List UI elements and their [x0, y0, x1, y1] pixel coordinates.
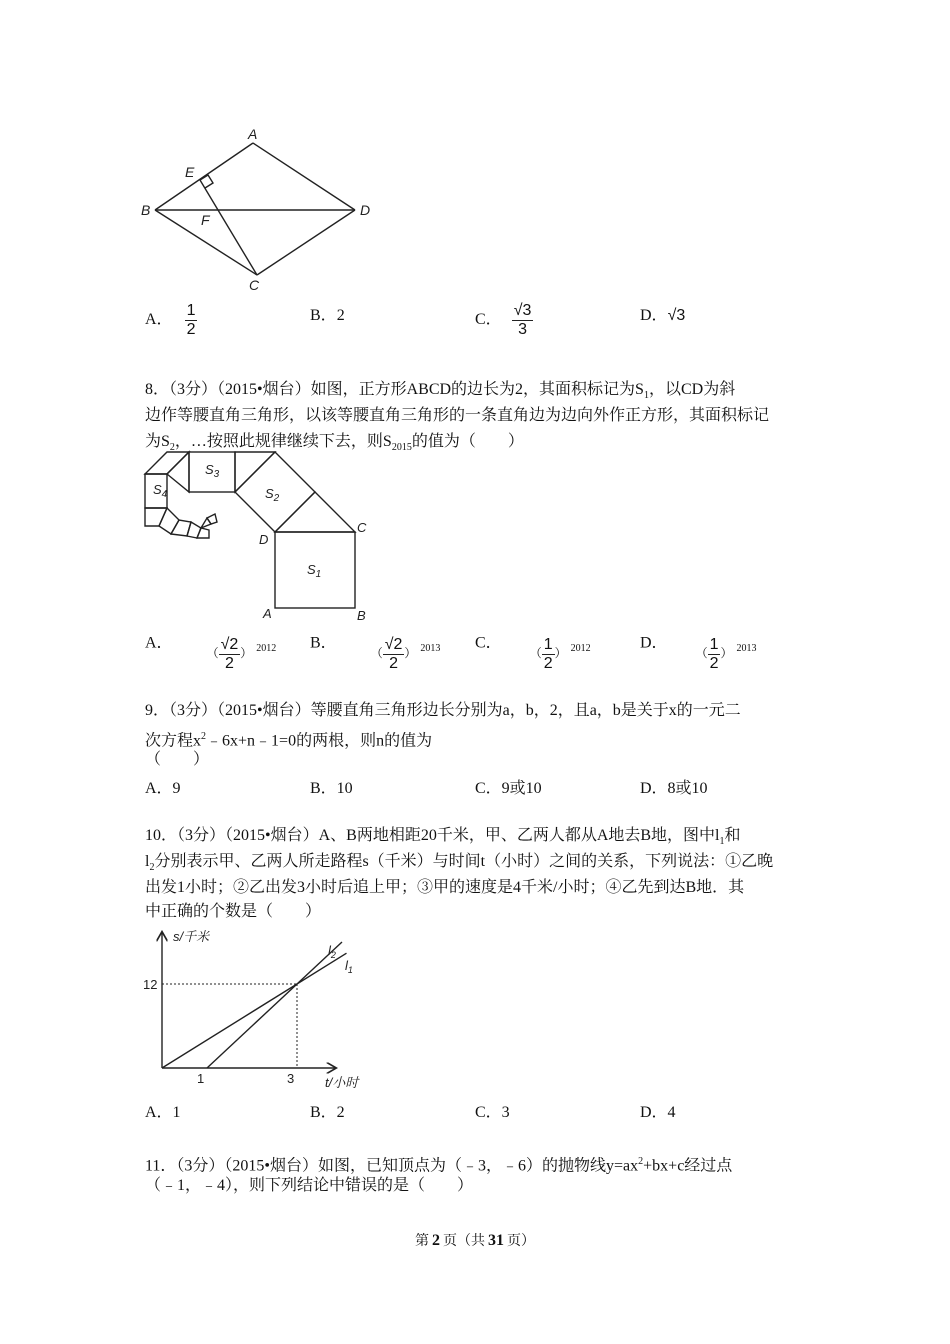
q9-option-a[interactable]: A．9 — [145, 780, 181, 797]
q8-squares-figure — [135, 448, 380, 623]
q10-text-line2: $l_2$分别表示甲、乙两人所走路程s（千米）与时间t（小时）之间的关系，下列说法：①乙晚 — [145, 853, 774, 874]
q10-series-l2-label: $l_2$ — [328, 943, 336, 960]
q10-option-c[interactable]: C．3 — [475, 1104, 510, 1121]
q10-x-tick-1: 1 — [197, 1071, 205, 1086]
q8-option-d[interactable]: D． $_{( \frac{1}{2} ) ^{2013}}$ — [640, 634, 757, 672]
q7-label-b: B — [141, 202, 151, 218]
q8-option-a[interactable]: A． $_{( \frac{√2}{2} ) ^{2012}}$ — [145, 634, 277, 672]
q8-label-s3: $S_3$ — [205, 462, 220, 480]
q8-option-b[interactable]: B． $_{( \frac{√2}{2} ) ^{2013}}$ — [310, 634, 441, 672]
q7-label-c: C — [249, 277, 260, 293]
q10-series-l2-line — [207, 942, 342, 1068]
q11-text-line1: 11．（3分）（2015•烟台）如图，已知顶点为（﹣3，﹣6）的抛物线$y=ax^2+bx+c$经过点 — [145, 1156, 733, 1175]
q9-text-line1: 9．（3分）（2015•烟台）等腰直角三角形边长分别为a，b，2，且a，b是关于x的一元二 — [145, 702, 741, 719]
q10-option-a[interactable]: A．1 — [145, 1104, 181, 1121]
q11-text-line2: （﹣1，﹣4），则下列结论中错误的是（ ） — [145, 1177, 474, 1194]
q7-option-d[interactable]: D．√3 — [640, 307, 686, 324]
q10-series-l1-label: $l_1$ — [345, 958, 353, 975]
q9-option-d[interactable]: D．8或10 — [640, 780, 708, 797]
q8-label-b: B — [357, 608, 366, 623]
q7-option-c[interactable]: C． $\frac{√3}{3}$ — [475, 302, 532, 338]
q8-text-line2: 边作等腰直角三角形，以该等腰直角三角形的一条直角边为边向外作正方形，其面积标记 — [145, 407, 770, 424]
q10-text-line3: 出发1小时；②乙出发3小时后追上甲；③甲的速度是4千米/小时；④乙先到达B地．其 — [145, 879, 745, 896]
q10-distance-time-chart — [135, 925, 395, 1095]
q8-text-line1: 8．（3分）（2015•烟台）如图，正方形ABCD的边长为2，其面积标记为$S_1$，以CD为斜 — [145, 381, 736, 402]
q10-x-tick-3: 3 — [287, 1071, 295, 1086]
q10-y-axis-label: s/千米 — [173, 929, 210, 944]
q10-text-line4: 中正确的个数是（ ） — [145, 903, 322, 920]
q9-option-b[interactable]: B．10 — [310, 780, 353, 797]
q7-option-b[interactable]: B．2 — [310, 307, 345, 324]
q8-text-line3: 为$S_2$，…按照此规律继续下去，则$S_{2015}$的值为（ ） — [145, 433, 524, 454]
q7-rhombus-figure — [135, 125, 385, 295]
q7-label-d: D — [360, 202, 371, 218]
q8-label-s1: $S_1$ — [307, 562, 322, 580]
q8-label-d: D — [259, 532, 269, 547]
page-footer: 第 2 页（共 31 页） — [415, 1232, 535, 1249]
q10-y-tick-12: 12 — [143, 977, 158, 992]
q8-option-c[interactable]: C． $_{( \frac{1}{2} ) ^{2012}}$ — [475, 634, 591, 672]
q7-option-a[interactable]: A． $\frac{1}{2}$ — [145, 302, 196, 338]
q8-label-s4: $S_4$ — [153, 482, 168, 500]
q7-label-a: A — [248, 126, 258, 142]
q9-text-line3: （ ） — [145, 751, 210, 768]
q8-label-c: C — [357, 520, 367, 535]
q7-label-f: F — [201, 212, 210, 228]
q7-label-e: E — [185, 164, 195, 180]
q9-option-c[interactable]: C．9或10 — [475, 780, 542, 797]
q10-text-line1: 10．（3分）（2015•烟台）A、B两地相距20千米，甲、乙两人都从A地去B地，图中$l_1$和 — [145, 827, 741, 848]
q10-x-axis-label: t/小时 — [325, 1075, 359, 1090]
q10-series-l1-line — [162, 953, 347, 1068]
q10-option-b[interactable]: B．2 — [310, 1104, 345, 1121]
q8-label-s2: $S_2$ — [265, 486, 280, 504]
q9-text-line2: 次方程$x^2﹣6x+n﹣1=0$的两根，则n的值为 — [145, 731, 433, 750]
q10-option-d[interactable]: D．4 — [640, 1104, 676, 1121]
q8-label-a: A — [263, 606, 272, 621]
